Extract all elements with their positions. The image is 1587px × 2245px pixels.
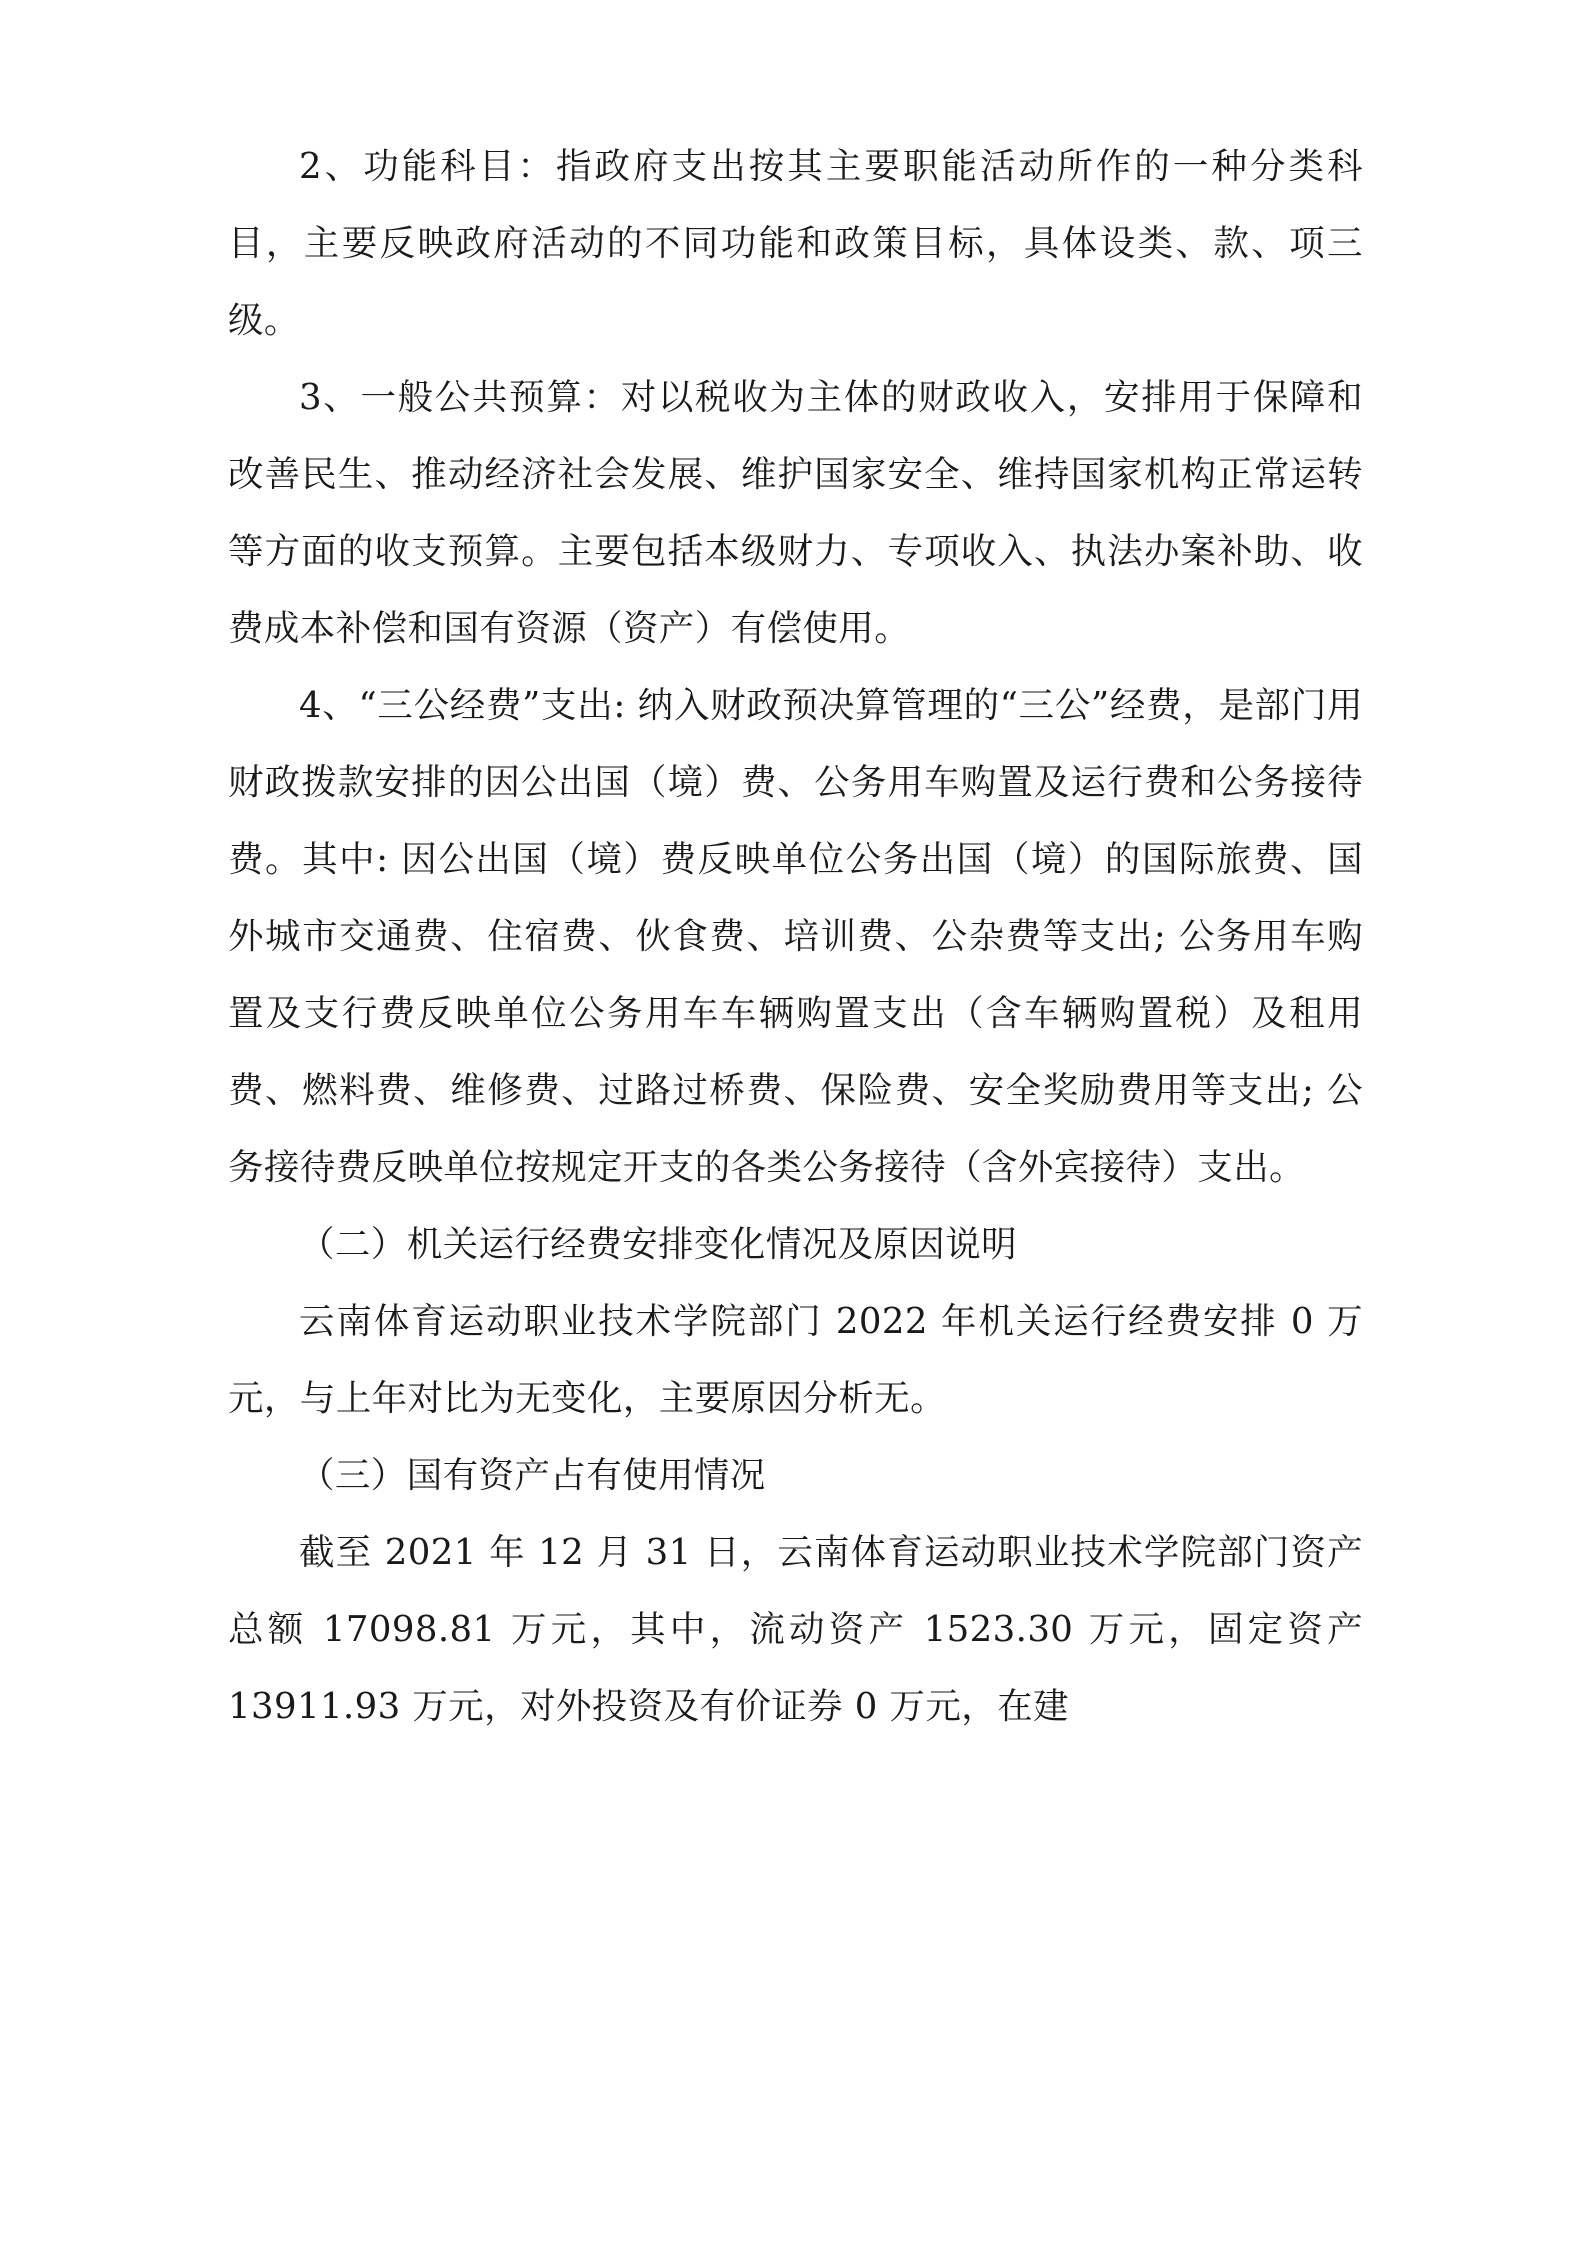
paragraph-item-2-function-subject: 2、功能科目：指政府支出按其主要职能活动所作的一种分类科目，主要反映政府活动的不同功能和政策目标，具体设类、款、项三级。	[228, 146, 1363, 341]
paragraph-item-4-three-public-expenses: 4、“三公经费”支出: 纳入财政预决算管理的“三公”经费，是部门用财政拨款安排的因公出国（境）费、公务用车购置及运行费和公务接待费。其中: 因公出国（境）费反映单位公务出国（境）的国际旅费、国外城市交通费、住宿费、伙食费、培训费、公杂费等支出; 公务用车购置及支行费反映单位公务用车车辆购置支出（含车辆购置税）及租用费、燃料费、维修费、过路过桥费、保险费、安全奖励费用等支出; 公务接待费反映单位按规定开支的各类公务接待（含外宾接待）支出。	[228, 685, 1363, 1188]
heading-section-2: （二）机关运行经费安排变化情况及原因说明	[299, 1224, 1018, 1265]
paragraph-section-2-body: 云南体育运动职业技术学院部门 2022 年机关运行经费安排 0 万元，与上年对比为无变化，主要原因分析无。	[228, 1301, 1363, 1419]
heading-section-3: （三）国有资产占有使用情况	[299, 1455, 766, 1496]
paragraph-section-3-body: 截至 2021 年 12 月 31 日，云南体育运动职业技术学院部门资产总额 17098.81 万元，其中，流动资产 1523.30 万元，固定资产 13911.93 万元，对外投资及有价证券 0 万元，在建	[228, 1532, 1363, 1727]
paragraph-item-3-general-public-budget: 3、一般公共预算：对以税收为主体的财政收入，安排用于保障和改善民生、推动经济社会发展、维护国家安全、维持国家机构正常运转等方面的收支预算。主要包括本级财力、专项收入、执法办案补助、收费成本补偿和国有资源（资产）有偿使用。	[228, 377, 1363, 649]
document-text-body	[228, 128, 1363, 1745]
